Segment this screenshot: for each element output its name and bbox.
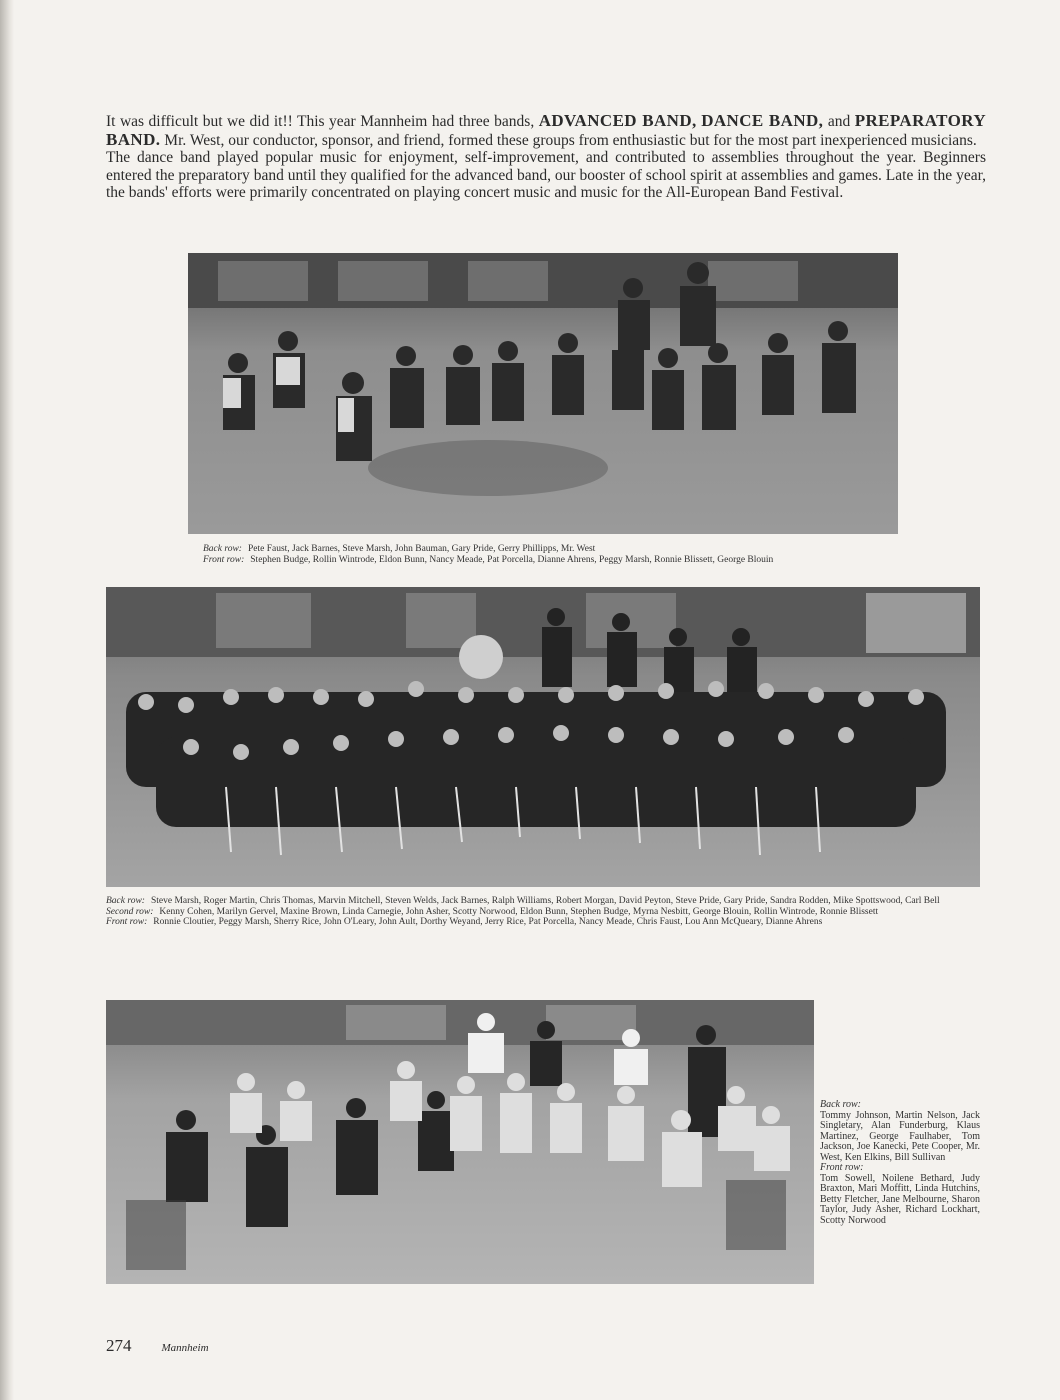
preparatory-band-caption: Back row: Tommy Johnson, Martin Nelson, Jack Singletary, Alan Funderburg, Klaus Martinez, George Faulhaber, Tom Jackson, Joe Kanecki, Pete Cooper, Mr. West, Ken Elkins, Bill Sullivan Front row: Tom Sowell, Noilene Bethard, Judy Braxton, Mari Moffitt, Linda Hutchins, Betty Fletcher, Jane Melbourne, Sharon Taylor, Judy Asher, Richard Lockhart, Scotty Norwood: [820, 1099, 980, 1226]
advanced-band-photo: [106, 587, 980, 887]
caption-second-row: Second row: Kenny Cohen, Marilyn Gervel, Maxine Brown, Linda Carnegie, John Asher, Scotty Norwood, Eldon Bunn, Stephen Budge, Myrna Nesbitt, George Blouin, Rollin Wintrode, Ronnie Blissett: [106, 906, 879, 917]
caption-back-row-names: Tommy Johnson, Martin Nelson, Jack Singletary, Alan Funderburg, Klaus Martinez, George Faulhaber, Tom Jackson, Joe Kanecki, Pete Cooper, Mr. West, Ken Elkins, Bill Sullivan: [820, 1109, 980, 1163]
dance-band-heading: DANCE BAND,: [701, 111, 824, 130]
intro-paragraph-1: It was difficult but we did it!! This year Mannheim had three bands, ADVANCED BAND, DANCE BAND, and PREPARATORY BAND. Mr. West, our conductor, sponsor, and friend, formed these groups from enthusiastic but for the most part inexperienced musicians.: [106, 111, 986, 149]
caption-front-row-names: Tom Sowell, Noilene Bethard, Judy Braxton, Mari Moffitt, Linda Hutchins, Betty Fletcher, Jane Melbourne, Sharon Taylor, Judy Asher, Richard Lockhart, Scotty Norwood: [820, 1172, 980, 1226]
caption-back-row: Back row: Steve Marsh, Roger Martin, Chris Thomas, Marvin Mitchell, Steven Welds, Jack Barnes, Ralph Williams, Robert Morgan, David Peyton, Steve Pride, Gary Pride, Sandra Rodden, Mike Spottswood, Carl Bell: [106, 896, 940, 906]
caption-back-row: Back row: Pete Faust, Jack Barnes, Steve Marsh, John Bauman, Gary Pride, Gerry Phillipps, Mr. West: [203, 544, 596, 554]
school-name: Mannheim: [161, 1342, 209, 1354]
preparatory-band-photo: [106, 1000, 814, 1284]
dance-band-caption: [203, 544, 893, 565]
intro-text: [106, 112, 986, 202]
page-footer: [106, 1336, 209, 1356]
caption-front-row: Front row: Stephen Budge, Rollin Wintrode, Eldon Bunn, Nancy Meade, Pat Porcella, Dianne Ahrens, Peggy Marsh, Ronnie Blissett, George Blouin: [203, 554, 774, 565]
caption-front-row: Front row: Ronnie Cloutier, Peggy Marsh, Sherry Rice, John O'Leary, John Ault, Dorthy Weyand, Jerry Rice, Pat Porcella, Nancy Meade, Chris Faust, Lou Ann McQueary, Dianne Ahrens: [106, 917, 823, 927]
page-binding-edge: [0, 0, 14, 1400]
advanced-band-heading: ADVANCED BAND,: [538, 111, 697, 130]
page-number: 274: [106, 1336, 132, 1355]
advanced-band-caption: [106, 896, 980, 928]
intro-paragraph-2: The dance band played popular music for enjoyment, self-improvement, and contributed to assemblies throughout the year. Beginners entered the preparatory band until they qualified for the advanced band, our booster of school spirit at assemblies and games. Late in the year, the bands' efforts were primarily concentrated on playing concert music and music for the All-European Band Festival.: [106, 149, 986, 201]
dance-band-photo: [188, 253, 898, 534]
preparatory-band-heading: PREPARATORY BAND.: [106, 111, 986, 149]
